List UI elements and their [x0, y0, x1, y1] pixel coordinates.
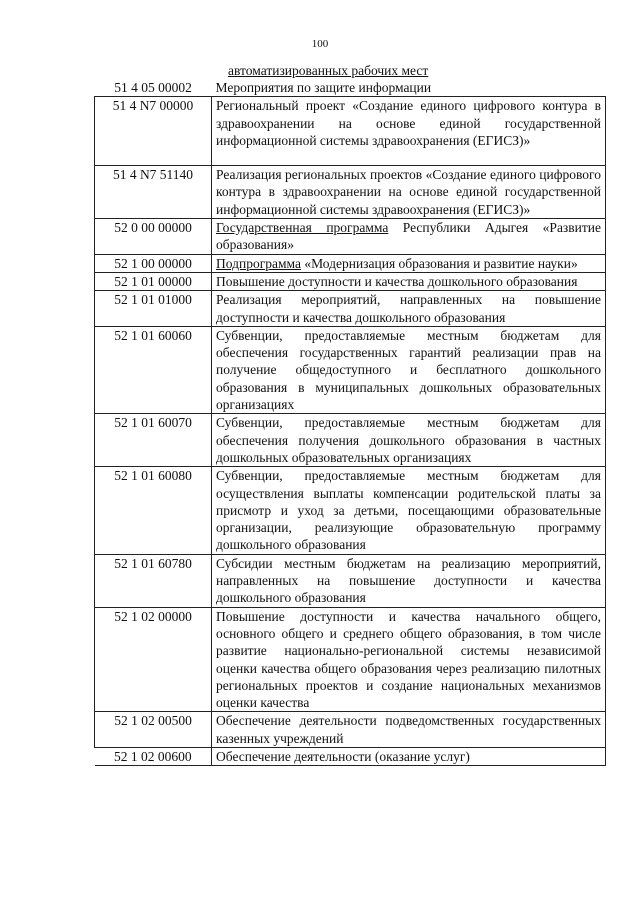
- table-row: [95, 747, 606, 765]
- row-description: [212, 219, 606, 255]
- row-code: 52 1 01 60060: [95, 326, 212, 413]
- row-description: Обеспечение деятельности (оказание услуг): [212, 747, 606, 765]
- row-description: Субвенции, предоставляемые местным бюджетам для обеспечения государственных гарантий реализации прав на получение общедоступного и бесплатного дошкольного образования в муниципальных дошкольных образовательных организациях: [212, 326, 606, 413]
- table-row: [95, 554, 606, 607]
- row-code: 52 1 01 60780: [95, 554, 212, 607]
- table-row: [95, 166, 606, 219]
- table-row: [95, 467, 606, 554]
- table-row: [95, 79, 606, 97]
- row-description: [212, 97, 606, 166]
- program-label: Государственная программа: [216, 220, 389, 236]
- table-row: [95, 254, 606, 272]
- row-code: 52 0 00 00000: [95, 219, 212, 255]
- row-code: 51 4 N7 51140: [95, 166, 212, 219]
- row-code: 52 1 01 00000: [95, 272, 212, 290]
- continued-description: автоматизированных рабочих мест: [228, 63, 429, 78]
- row-code: 52 1 02 00000: [95, 607, 212, 712]
- table-row: [95, 291, 606, 327]
- row-description: Субвенции, предоставляемые местным бюджетам для осуществления выплаты компенсации родительской платы за присмотр и уход за детьми, посещающими образовательные организации, реализующие образовательную программу дошкольного образования: [212, 467, 606, 554]
- row-description: Субвенции, предоставляемые местным бюджетам для обеспечения получения дошкольного образования в частных дошкольных образовательных организациях: [212, 414, 606, 467]
- table-row: [95, 97, 606, 166]
- row-code: 52 1 01 01000: [95, 291, 212, 327]
- row-description: Повышение доступности и качества начального общего, основного общего и среднего общего образования, в том числе развитие национально-региональной системы независимой оценки качества общего образования через реализацию пилотных региональных проектов и создание национальных механизмов оценки качества: [212, 607, 606, 712]
- row-description: Повышение доступности и качества дошкольного образования: [212, 272, 606, 290]
- row-description: Обеспечение деятельности подведомственных государственных казенных учреждений: [212, 712, 606, 748]
- row-code: 52 1 02 00500: [95, 712, 212, 748]
- row-description: Реализация мероприятий, направленных на повышение доступности и качества дошкольного образования: [212, 291, 606, 327]
- row-code: 52 1 01 60070: [95, 414, 212, 467]
- subprogram-title: «Модернизация образования и развитие науки»: [300, 255, 578, 271]
- row-code: 51 4 N7 00000: [95, 97, 212, 166]
- row-description-text: Региональный проект «Создание единого цифрового контура в здравоохранении на основе единой государственной информационной системы здравоохранения (ЕГИСЗ)»: [216, 98, 601, 148]
- subprogram-label: Подпрограмма: [216, 255, 301, 271]
- row-code: 51 4 05 00002: [95, 79, 212, 97]
- budget-codes-table: [94, 79, 606, 766]
- row-code: 52 1 00 00000: [95, 254, 212, 272]
- row-description: Субсидии местным бюджетам на реализацию мероприятий, направленных на повышение доступности и качества дошкольного образования: [212, 554, 606, 607]
- table-row: [95, 326, 606, 413]
- row-description: Мероприятия по защите информации: [212, 79, 606, 97]
- table-row: [95, 414, 606, 467]
- row-code: 52 1 01 60080: [95, 467, 212, 554]
- page-number: 100: [311, 38, 329, 50]
- program-title: Республики Адыгея «Развитие образования»: [216, 220, 601, 253]
- row-code: 52 1 02 00600: [95, 747, 212, 765]
- row-description: Реализация региональных проектов «Создание единого цифрового контура в здравоохранении на основе единой государственной информационной системы здравоохранения (ЕГИСЗ)»: [212, 166, 606, 219]
- table-row: [95, 712, 606, 748]
- table-row: [95, 272, 606, 290]
- table-row: [95, 219, 606, 255]
- row-description: [212, 254, 606, 272]
- table-row: [95, 607, 606, 712]
